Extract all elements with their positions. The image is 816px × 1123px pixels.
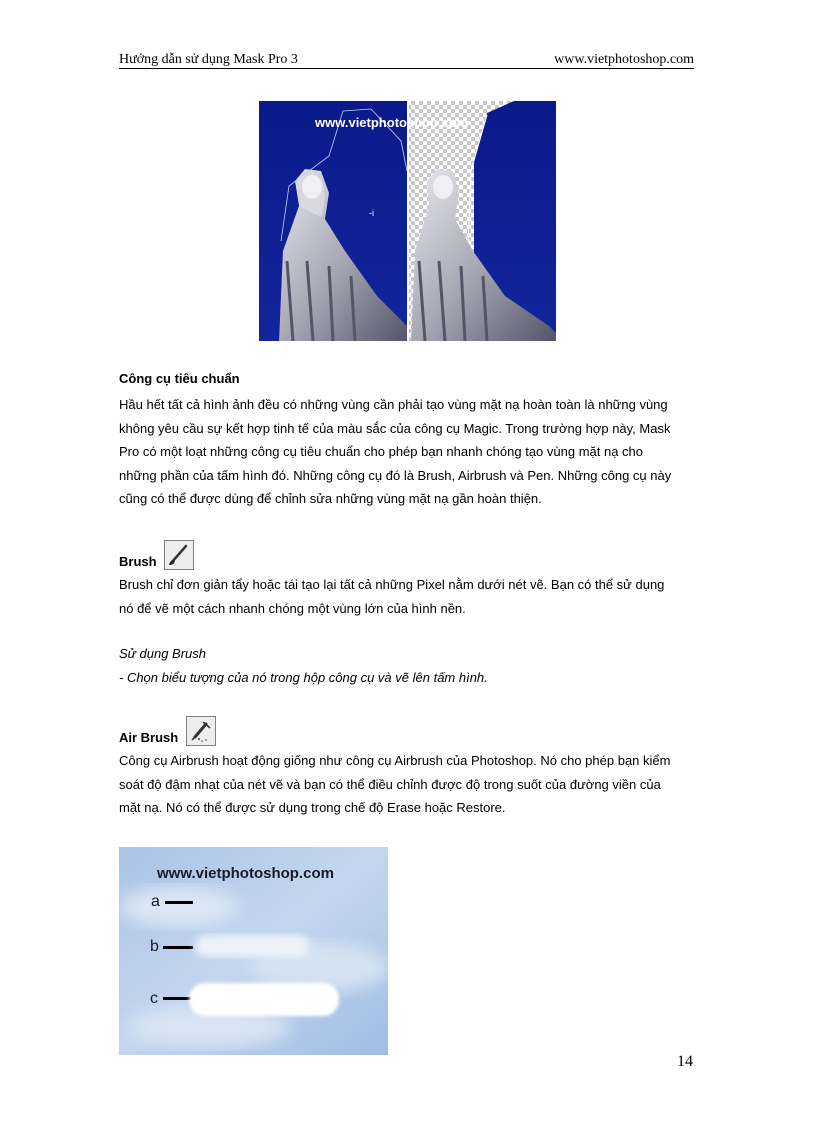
brush-heading	[119, 540, 194, 570]
stroke-label-c: c	[150, 990, 158, 1007]
airbrush-heading	[119, 716, 216, 746]
header-url: www.vietphotoshop.com	[554, 52, 694, 67]
brush-usage-title: Sử dụng Brush	[119, 646, 207, 661]
paragraph-line: cũng có thể được dùng để chỉnh sửa những vùng mặt nạ gần hoàn thiện.	[119, 491, 542, 506]
paragraph-line: soát độ đậm nhạt của nét vẽ và bạn có thể điều chỉnh được độ trong suốt của đường viền của	[119, 776, 661, 792]
brush-title: Brush	[119, 554, 157, 569]
paragraph-line: Công cụ Airbrush hoạt động giống như công cụ Airbrush của Photoshop. Nó cho phép bạn kiểm	[119, 753, 671, 768]
stroke-label-b: b	[150, 938, 159, 955]
paragraph-line: nó để vẽ một cách nhanh chóng một vùng lớn của hình nền.	[119, 600, 466, 616]
svg-text:-i: -i	[369, 208, 374, 218]
figure1-watermark: www.vietphotoshop.com	[315, 115, 469, 130]
brush-usage-step: - Chọn biểu tượng của nó trong hộp công cụ và vẽ lên tấm hình.	[119, 669, 488, 685]
paragraph-line: không yêu cầu sự kết hợp tinh tế của màu sắc của công cụ Magic. Trong trường hợp này, Mask	[119, 420, 671, 436]
paragraph-line: những phần của tấm hình đó. Những công cụ đó là Brush, Airbrush và Pen. Những công cụ này	[119, 467, 672, 483]
page-header	[119, 52, 694, 69]
header-title: Hướng dẫn sử dụng Mask Pro 3	[119, 52, 298, 67]
brush-paragraph	[119, 573, 699, 620]
airbrush-strokes-figure	[119, 847, 388, 1055]
paragraph-line: mặt nạ. Nó có thể được sử dụng trong chế độ Erase hoặc Restore.	[119, 800, 506, 815]
airbrush-tool-icon	[186, 716, 216, 746]
brush-usage	[119, 642, 699, 689]
paragraph-line: Pro có một loạt những công cụ tiêu chuẩn cho phép bạn nhanh chóng tạo vùng mặt nạ cho	[119, 444, 644, 459]
page-number: 14	[677, 1053, 693, 1070]
stroke-c	[189, 983, 339, 1016]
paragraph-line: Hầu hết tất cả hình ảnh đều có những vùng cần phải tạo vùng mặt nạ hoàn toàn là những vùng	[119, 397, 668, 412]
airbrush-paragraph	[119, 749, 699, 820]
figure2-watermark: www.vietphotoshop.com	[157, 865, 334, 882]
brush-tool-icon	[164, 540, 194, 570]
paragraph-line: Brush chỉ đơn giản tẩy hoặc tái tạo lại tất cả những Pixel nằm dưới nét vẽ. Bạn có thể sử dụng	[119, 577, 665, 592]
airbrush-title: Air Brush	[119, 730, 179, 745]
standard-tools-paragraph	[119, 393, 699, 511]
stroke-b	[195, 935, 309, 957]
standard-tools-title: Công cụ tiêu chuẩn	[119, 371, 240, 386]
stroke-label-a: a	[151, 893, 160, 910]
statue-mask-figure	[259, 101, 556, 341]
